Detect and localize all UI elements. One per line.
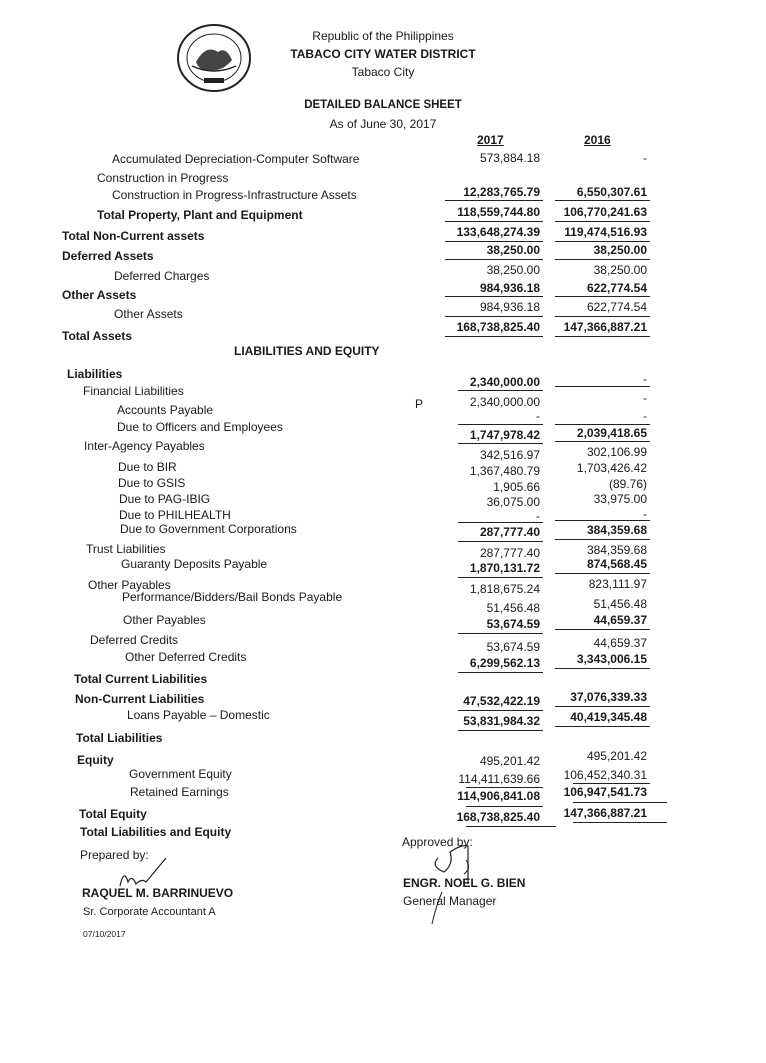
approver-title: General Manager [403, 894, 497, 908]
org-city: Tabaco City [351, 65, 415, 79]
value-2017: 114,906,841.08 [457, 789, 540, 803]
row-label: Other Deferred Credits [125, 650, 247, 664]
value-2016: 622,774.54 [586, 281, 647, 295]
value-2017: 1,870,131.72 [469, 561, 540, 575]
value-2017: 12,283,765.79 [463, 185, 540, 199]
value-2017: 51,456.48 [486, 601, 540, 615]
doc-title: DETAILED BALANCE SHEET [304, 99, 462, 111]
underline [555, 336, 650, 337]
value-2016: 51,456.48 [593, 597, 647, 611]
value-2017: 6,299,562.13 [469, 656, 540, 670]
row-label: Liabilities [67, 367, 123, 381]
value-2016: 44,659.37 [593, 636, 647, 650]
value-2017: 2,340,000.00 [469, 375, 540, 389]
value-2017: 133,648,274.39 [456, 225, 540, 239]
value-2017: 38,250.00 [486, 263, 540, 277]
value-2017: 53,831,984.32 [463, 714, 540, 728]
underline [555, 520, 650, 521]
value-2016: 119,474,516.93 [564, 225, 647, 239]
org-name: TABACO CITY WATER DISTRICT [290, 47, 476, 61]
row-label: Due to GSIS [118, 476, 186, 490]
value-2016: 874,568.45 [586, 557, 647, 571]
underline [555, 200, 650, 201]
value-2016: 38,250.00 [593, 243, 647, 257]
approver-name: ENGR. NOEL G. BIEN [403, 876, 526, 890]
underline [458, 710, 543, 711]
value-2016: 3,343,006.15 [576, 652, 647, 666]
underline [458, 577, 543, 578]
value-2016: - [643, 409, 647, 423]
value-2016: - [643, 151, 647, 165]
row-label: Total Non-Current assets [62, 229, 205, 243]
underline [445, 221, 543, 222]
row-label: Total Current Liabilities [74, 672, 208, 686]
row-label: Other Assets [62, 288, 137, 302]
row-label: Total Equity [79, 807, 147, 821]
value-2016: 302,106.99 [586, 445, 647, 459]
row-label: Total Liabilities and Equity [80, 825, 232, 839]
row-label: Due to BIR [118, 460, 177, 474]
row-label: Due to PHILHEALTH [119, 508, 231, 522]
value-2017: 984,936.18 [479, 281, 540, 295]
value-2016: 37,076,339.33 [570, 690, 647, 704]
prepared-date: 07/10/2017 [83, 929, 126, 939]
row-label: Construction in Progress [97, 171, 229, 185]
value-2017: - [536, 409, 540, 423]
value-2016: (89.76) [608, 477, 647, 491]
value-2016: 6,550,307.61 [576, 185, 647, 199]
row-label: Other Payables [88, 578, 171, 592]
underline [573, 822, 667, 823]
underline [555, 539, 650, 540]
row-label: Due to Officers and Employees [117, 420, 283, 434]
row-label: Accounts Payable [117, 403, 214, 417]
value-2017: 287,777.40 [479, 546, 540, 560]
underline [555, 726, 650, 727]
underline [458, 730, 543, 731]
underline [445, 259, 543, 260]
underline [466, 826, 556, 827]
row-label: Total Property, Plant and Equipment [97, 208, 303, 222]
underline [555, 221, 650, 222]
underline [458, 541, 543, 542]
row-label: Performance/Bidders/Bail Bonds Payable [122, 590, 343, 604]
row-label: Financial Liabilities [83, 384, 184, 398]
row-label: Deferred Assets [62, 249, 154, 263]
row-label: Guaranty Deposits Payable [121, 557, 268, 571]
underline [458, 672, 543, 673]
value-2016: 40,419,345.48 [570, 710, 647, 724]
underline [555, 241, 650, 242]
approved-by-label: Approved by: [402, 835, 473, 849]
underline [458, 424, 543, 425]
row-label: Deferred Charges [114, 269, 210, 283]
value-2016: 106,947,541.73 [563, 785, 647, 799]
row-label: Deferred Credits [90, 633, 179, 647]
underline [458, 633, 543, 634]
row-label: Construction in Progress-Infrastructure Assets [112, 188, 357, 202]
row-label: Due to PAG-IBIG [119, 492, 211, 506]
col-header-2017: 2017 [477, 133, 504, 147]
value-2016: 622,774.54 [586, 300, 647, 314]
value-2017: 495,201.42 [479, 754, 540, 768]
row-label: Due to Government Corporations [120, 522, 297, 536]
value-2017: 36,075.00 [486, 495, 540, 509]
value-2017: 342,516.97 [479, 448, 540, 462]
underline [458, 443, 543, 444]
underline [458, 390, 543, 391]
value-2016: 1,703,426.42 [576, 461, 647, 475]
row-label: Inter-Agency Payables [84, 439, 205, 453]
row-label: Retained Earnings [130, 785, 229, 799]
row-label: Government Equity [129, 767, 232, 781]
underline [555, 573, 650, 574]
underline [555, 386, 650, 387]
row-label: Total Liabilities [76, 731, 163, 745]
underline [466, 806, 543, 807]
value-2017: 47,532,422.19 [463, 694, 540, 708]
underline [555, 441, 650, 442]
value-2016: 106,770,241.63 [563, 205, 647, 219]
underline [555, 259, 650, 260]
row-label: Other Assets [114, 307, 183, 321]
underline [555, 296, 650, 297]
value-2016: 2,039,418.65 [576, 426, 647, 440]
underline [445, 296, 543, 297]
row-label: Other Payables [123, 613, 206, 627]
underline [573, 802, 667, 803]
row-label: Total Assets [62, 329, 133, 343]
underline [445, 241, 543, 242]
value-2017: 168,738,825.40 [456, 320, 540, 334]
underline [445, 336, 543, 337]
value-2016: - [643, 372, 647, 386]
underline [555, 706, 650, 707]
value-2017: 114,411,639.66 [458, 772, 540, 786]
preparer-name: RAQUEL M. BARRINUEVO [82, 886, 234, 900]
row-label: Equity [77, 753, 114, 767]
row-label: Loans Payable – Domestic [127, 708, 270, 722]
value-2017: 1,905.66 [493, 480, 540, 494]
underline [555, 316, 650, 317]
value-2017: 53,674.59 [486, 640, 540, 654]
value-2016: 147,366,887.21 [563, 806, 647, 820]
row-label: Accumulated Depreciation-Computer Software [112, 152, 360, 166]
section-heading: LIABILITIES AND EQUITY [234, 344, 380, 358]
value-2017: 1,747,978.42 [469, 428, 540, 442]
preparer-title: Sr. Corporate Accountant A [83, 906, 216, 918]
row-label: Trust Liabilities [86, 542, 166, 556]
value-2016: 384,359.68 [586, 543, 647, 557]
value-2016: - [643, 507, 647, 521]
value-2017: 38,250.00 [486, 243, 540, 257]
value-2017: 287,777.40 [479, 525, 540, 539]
value-2016: - [643, 391, 647, 405]
value-2017: - [536, 509, 540, 523]
underline [555, 424, 650, 425]
col-header-2016: 2016 [584, 133, 611, 147]
value-2016: 106,452,340.31 [563, 768, 647, 782]
value-2016: 147,366,887.21 [563, 320, 647, 334]
value-2017: 573,884.18 [479, 151, 540, 165]
value-2017: 53,674.59 [486, 617, 540, 631]
value-2016: 44,659.37 [593, 613, 647, 627]
value-2016: 495,201.42 [586, 749, 647, 763]
value-2017: 168,738,825.40 [456, 810, 540, 824]
value-2017: 2,340,000.00 [469, 395, 540, 409]
as-of-date: As of June 30, 2017 [329, 117, 437, 131]
underline [458, 522, 543, 523]
republic-line: Republic of the Philippines [312, 29, 454, 43]
value-2016: 33,975.00 [593, 492, 647, 506]
value-2016: 823,111.97 [588, 577, 647, 591]
underline [445, 316, 543, 317]
value-2017: 118,559,744.80 [457, 205, 540, 219]
value-2017: 984,936.18 [479, 300, 540, 314]
peso-marker: P [415, 397, 424, 411]
value-2017: 1,367,480.79 [469, 464, 540, 478]
value-2017: 1,818,675.24 [469, 582, 540, 596]
value-2016: 384,359.68 [586, 523, 647, 537]
row-label: Non-Current Liabilities [75, 692, 205, 706]
underline [555, 629, 650, 630]
underline [445, 200, 543, 201]
underline [555, 668, 650, 669]
prepared-by-label: Prepared by: [80, 848, 149, 862]
underline [466, 787, 543, 788]
underline [573, 783, 650, 784]
value-2016: 38,250.00 [593, 263, 647, 277]
